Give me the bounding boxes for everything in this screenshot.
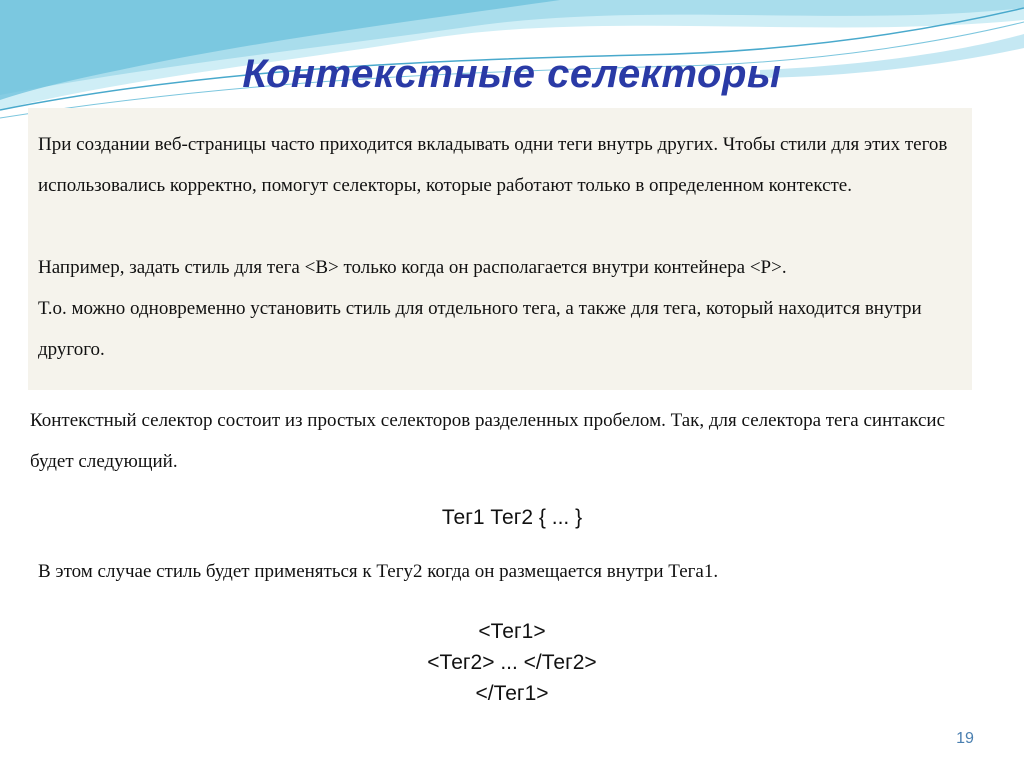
code-example-line-2: <Тег2> ... </Тег2> xyxy=(427,651,597,674)
intro-paragraph-3: Т.о. можно одновременно установить стиль для отдельного тега, а также для тега, который находится внутри другого. xyxy=(38,298,922,360)
page-number: 19 xyxy=(956,730,974,747)
intro-paragraph-2: Например, задать стиль для тега <B> только когда он располагается внутри контейнера <P>. xyxy=(38,257,787,278)
explanation-text: В этом случае стиль будет применяться к Тегу2 когда он размещается внутри Тега1. xyxy=(38,561,719,582)
intro-paragraph-1: При создании веб-страницы часто приходится вкладывать одни теги внутрь других. Чтобы стили для этих тегов использовались корректно, помогут селекторы, которые работают только в определенном контексте. xyxy=(38,134,948,196)
slide-title: Контекстные селекторы xyxy=(242,52,782,96)
syntax-example: Тег1 Тег2 { ... } xyxy=(441,506,583,529)
code-example-line-1: <Тег1> xyxy=(478,620,546,643)
description-text: Контекстный селектор состоит из простых селекторов разделенных пробелом. Так, для селектора тега синтаксис будет следующий. xyxy=(30,410,945,472)
intro-box xyxy=(28,108,972,390)
code-example-line-3: </Тег1> xyxy=(475,682,549,705)
